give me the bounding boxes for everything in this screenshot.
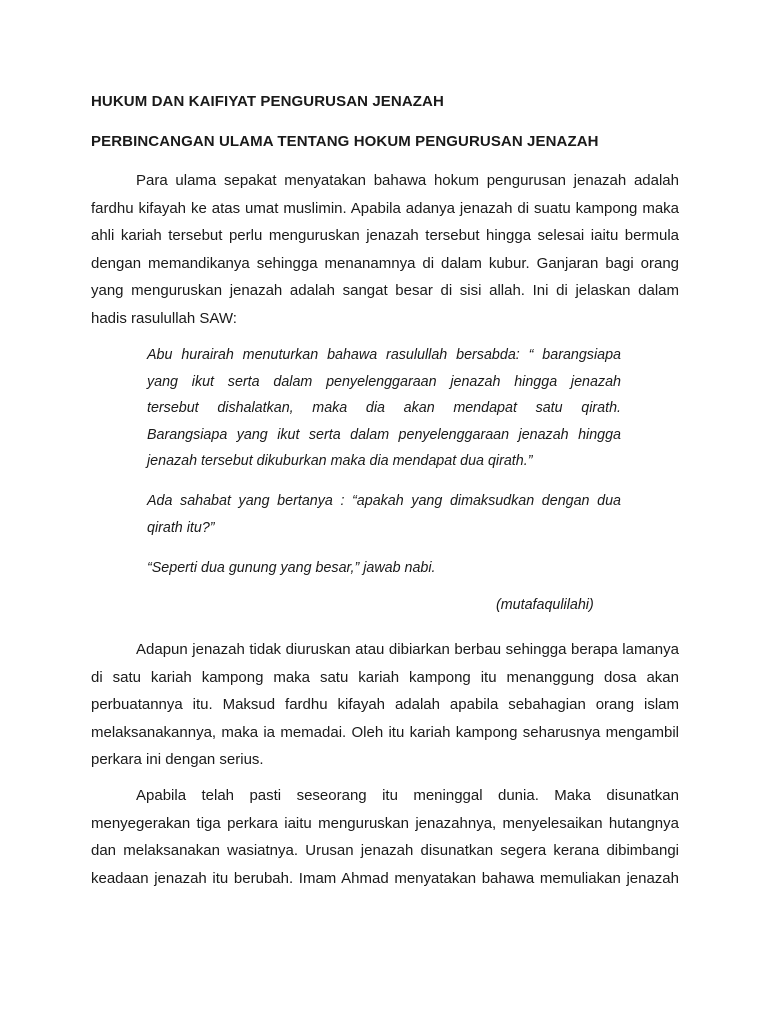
quote-line: Ada sahabat yang bertanya : “apakah yang dimaksudkan dengan dua [147,493,621,509]
paragraph-intro [91,167,679,332]
quote-line: tersebut dishalatkan, maka dia akan mendapat satu qirath. [147,400,621,416]
question-quote [147,488,621,541]
quote-line: yang ikut serta dalam penyelenggaraan jenazah hingga jenazah [147,373,621,390]
text-line: ahli kariah tersebut perlu menguruskan jenazah tersebut hingga selesai iaitu bermula [91,227,679,244]
text-line: Para ulama sepakat menyatakan bahawa hokum pengurusan jenazah adalah [136,172,679,189]
text-line: dan melaksanakan wasiatnya. Urusan jenazah disunatkan segera kerana dibimbangi [91,842,679,859]
paragraph-fardhu-kifayah [91,636,679,774]
text-line: keadaan jenazah itu berubah. Imam Ahmad menyatakan bahawa memuliakan jenazah [91,869,679,887]
text-line: perbuatannya itu. Maksud fardhu kifayah adalah apabila sebahagian orang islam [91,696,679,713]
hadith-quote [147,342,621,475]
document-subtitle: PERBINCANGAN ULAMA TENTANG HOKUM PENGURUSAN JENAZAH [91,133,599,150]
quote-line: Barangsiapa yang ikut serta dalam penyelenggaraan jenazah hingga [147,426,621,443]
text-line: Adapun jenazah tidak diuruskan atau dibiarkan berbau sehingga berapa lamanya [136,641,679,658]
document-title: HUKUM DAN KAIFIYAT PENGURUSAN JENAZAH [91,93,444,110]
quote-line: Abu hurairah menuturkan bahawa rasulullah bersabda: “ barangsiapa [147,347,621,363]
paragraph-three-matters [91,782,679,892]
text-line: yang menguruskan jenazah adalah sangat besar di sisi allah. Ini di jelaskan dalam [91,282,679,299]
quote-line: “Seperti dua gunung yang besar,” jawab nabi. [147,560,436,576]
text-line: perkara ini dengan serius. [91,751,264,768]
quote-line: qirath itu?” [147,519,215,536]
answer-quote [147,555,621,582]
quote-line: jenazah tersebut dikuburkan maka dia mendapat dua qirath.” [147,453,533,469]
text-line: fardhu kifayah ke atas umat muslimin. Apabila adanya jenazah di suatu kampong maka [91,199,679,217]
text-line: di satu kariah kampong maka satu kariah kampong itu menanggung dosa akan [91,668,679,686]
text-line: melaksanakannya, maka ia memadai. Oleh itu kariah kampong seharusnya mengambil [91,723,679,741]
text-line: dengan memandikanya sehingga menanamnya di dalam kubur. Ganjaran bagi orang [91,254,679,272]
text-line: menyegerakan tiga perkara iaitu menguruskan jenazahnya, menyelesaikan hutangnya [91,814,679,832]
text-line: hadis rasulullah SAW: [91,309,237,327]
hadith-source: (mutafaqulilahi) [496,597,594,613]
text-line: Apabila telah pasti seseorang itu meninggal dunia. Maka disunatkan [136,787,679,804]
